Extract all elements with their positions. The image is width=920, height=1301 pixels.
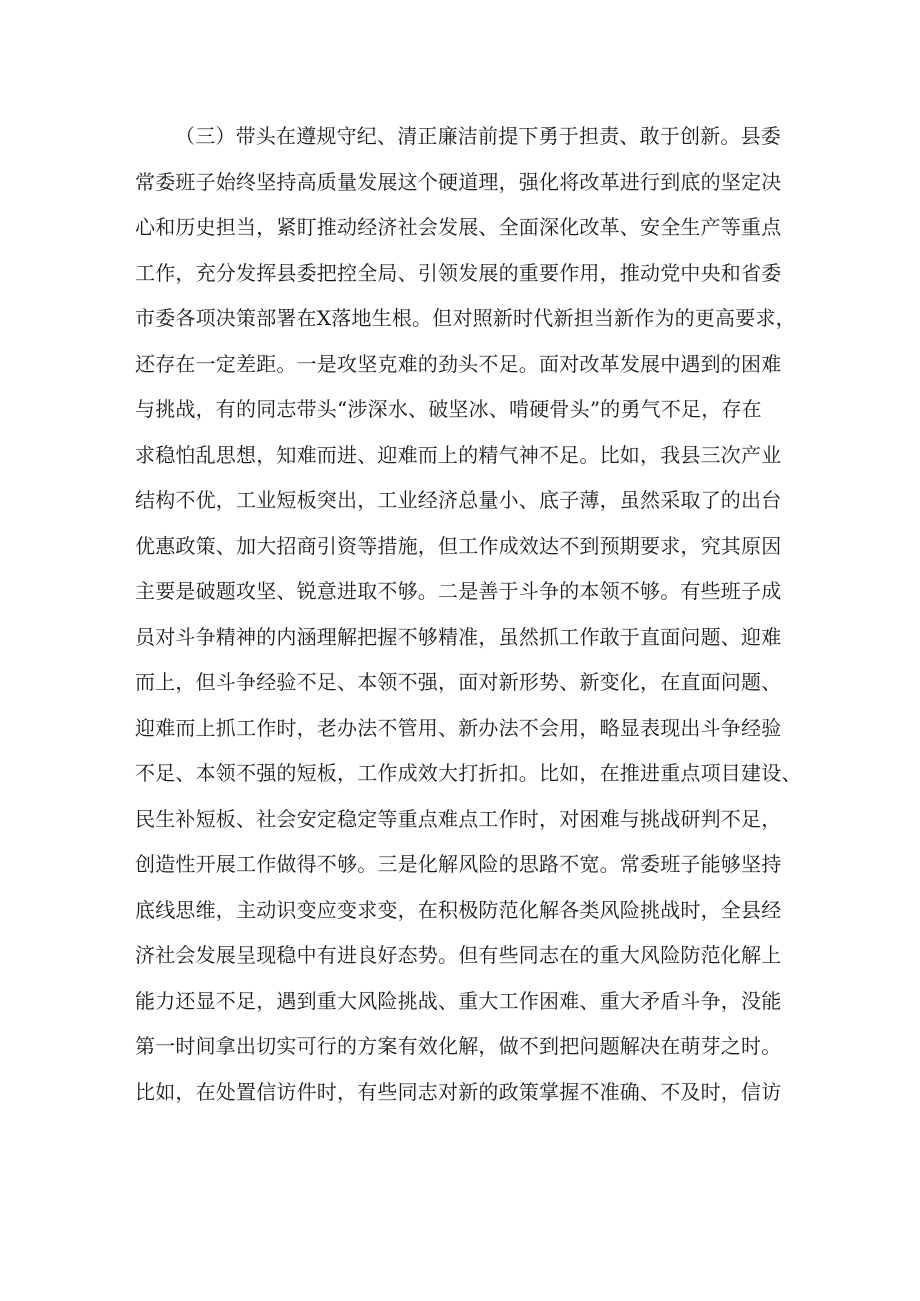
paragraph-line: 员对斗争精神的内涵理解把握不够精准，虽然抓工作敢于直面问题、迎难 [135, 624, 782, 649]
paragraph-line: 市委各项决策部署在X落地生根。但对照新时代新担当新作为的更高要求， [135, 306, 796, 330]
paragraph-line: 结构不优，工业短板突出，工业经济总量小、底子薄，虽然采取了的出台 [135, 488, 782, 512]
paragraph-line: （三）带头在遵规守纪、清正廉洁前提下勇于担责、敢于创新。县委 [175, 124, 781, 148]
paragraph-line: 还存在一定差距。一是攻坚克难的劲头不足。面对改革发展中遇到的困难 [135, 351, 782, 376]
paragraph-line: 能力还显不足，遇到重大风险挑战、重大工作困难、重大矛盾斗争，没能 [135, 988, 782, 1013]
paragraph-line: 济社会发展呈现稳中有进良好态势。但有些同志在的重大风险防范化解上 [135, 943, 782, 967]
paragraph-line: 心和历史担当，紧盯推动经济社会发展、全面深化改革、安全生产等重点 [135, 215, 782, 239]
paragraph-line: 民生补短板、社会安定稳定等重点难点工作时，对困难与挑战研判不足， [135, 806, 782, 831]
paragraph-line: 创造性开展工作做得不够。三是化解风险的思路不宽。常委班子能够坚持 [135, 852, 782, 876]
paragraph-line: 迎难而上抓工作时，老办法不管用、新办法不会用，略显表现出斗争经验 [135, 715, 782, 740]
paragraph-line: 工作，充分发挥县委把控全局、引领发展的重要作用，推动党中央和省委 [135, 260, 782, 285]
paragraph-line: 优惠政策、加大招商引资等措施，但工作成效达不到预期要求，究其原因 [135, 533, 782, 558]
paragraph-line: 主要是破题攻坚、锐意进取不够。二是善于斗争的本领不够。有些班子成 [135, 579, 782, 603]
paragraph-line: 比如，在处置信访件时，有些同志对新的政策掌握不准确、不及时，信访 [135, 1079, 782, 1104]
paragraph-line: 常委班子始终坚持高质量发展这个硬道理，强化将改革进行到底的坚定决 [135, 169, 782, 194]
paragraph-line: 不足、本领不强的短板，工作成效大打折扣。比如，在推进重点项目建设、 [135, 761, 802, 785]
paragraph-line: 第一时间拿出切实可行的方案有效化解，做不到把问题解决在萌芽之时。 [135, 1034, 782, 1058]
paragraph-line: 而上，但斗争经验不足、本领不强，面对新形势、新变化，在直面问题、 [135, 670, 782, 694]
paragraph-line: 求稳怕乱思想，知难而进、迎难而上的精气神不足。比如，我县三次产业 [135, 442, 782, 467]
paragraph-line: 与挑战，有的同志带头“涉深水、破坚冰、啃硬骨头”的勇气不足，存在 [135, 397, 762, 421]
paragraph-line: 底线思维，主动识变应变求变，在积极防范化解各类风险挑战时，全县经 [135, 897, 782, 922]
document-body [135, 114, 802, 1115]
